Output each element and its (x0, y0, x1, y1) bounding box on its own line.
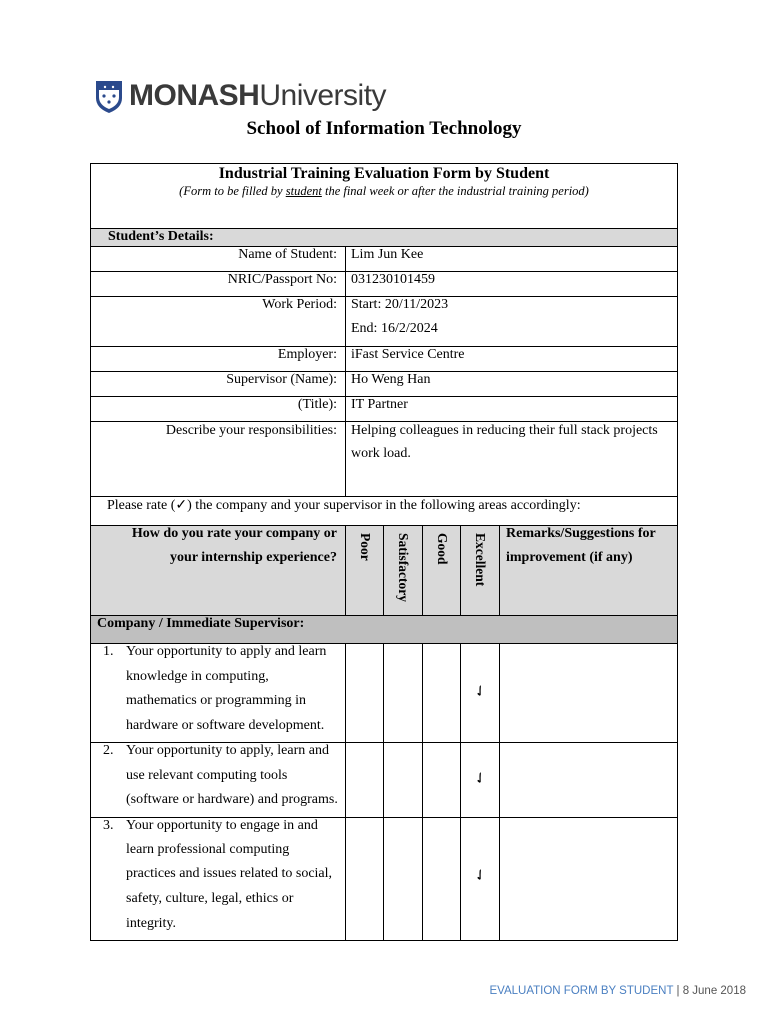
field-value-supervisor-name: Ho Weng Han (351, 372, 431, 387)
monash-crest-icon (93, 78, 125, 114)
item-text-line: mathematics or programming in (126, 693, 307, 708)
column-satisfactory: Satisfactory (396, 533, 411, 602)
field-value-responsibilities: Helping colleagues in reducing their full stack projects (351, 423, 658, 438)
form-title: Industrial Training Evaluation Form by Student (218, 165, 550, 182)
question-header-1: How do you rate your company or (131, 526, 337, 541)
col-divider (383, 525, 384, 615)
item-text-line: (software or hardware) and programs. (126, 792, 338, 807)
col-divider (460, 525, 461, 615)
col-divider (422, 643, 423, 940)
footer-separator: | (673, 985, 683, 997)
col-divider (499, 643, 500, 940)
column-excellent: Excellent (473, 533, 488, 587)
item-number: 2. (103, 743, 114, 758)
col-divider (460, 643, 461, 940)
checkmark-icon[interactable]: ✓ (469, 680, 491, 702)
item-number: 1. (103, 644, 114, 659)
item-text-line: Your opportunity to apply, learn and (126, 743, 329, 758)
field-label-work-period: Work Period: (262, 297, 337, 312)
page-footer (489, 985, 746, 997)
col-divider (499, 525, 500, 615)
footer-date: 8 June 2018 (682, 985, 746, 997)
column-poor: Poor (358, 533, 373, 561)
item-text-line: Your opportunity to apply and learn (126, 644, 327, 659)
item-number: 3. (103, 818, 114, 833)
remarks-header-1: Remarks/Suggestions for (506, 526, 656, 541)
student-details-heading: Student’s Details: (108, 229, 214, 244)
footer-title: EVALUATION FORM BY STUDENT (489, 985, 674, 997)
field-value-nric: 031230101459 (351, 272, 435, 287)
item-text-line: hardware or software development. (126, 718, 325, 733)
checkmark-icon[interactable]: ✓ (469, 864, 491, 886)
field-label-responsibilities: Describe your responsibilities: (165, 423, 337, 438)
field-label-supervisor-title: (Title): (297, 397, 337, 412)
col-divider (422, 525, 423, 615)
field-label-employer: Employer: (277, 347, 337, 362)
field-value-supervisor-title: IT Partner (351, 397, 408, 412)
item-text-line: practices and issues related to social, (126, 866, 333, 881)
item-text-line: safety, culture, legal, ethics or (126, 891, 294, 906)
section-company-supervisor: Company / Immediate Supervisor: (97, 616, 305, 631)
checkmark-icon[interactable]: ✓ (469, 767, 491, 789)
item-text-line: integrity. (126, 916, 177, 931)
col-divider (383, 643, 384, 940)
item-text-line: learn professional computing (126, 842, 290, 857)
form-subtitle: (Form to be filled by student the final week or after the industrial training period) (179, 184, 589, 198)
col-divider (345, 525, 346, 615)
item-text-line: knowledge in computing, (126, 669, 269, 684)
item-text-line: Your opportunity to engage in and (126, 818, 318, 833)
field-label-nric: NRIC/Passport No: (227, 272, 337, 287)
school-name: School of Information Technology (246, 118, 522, 139)
monash-logo (93, 78, 386, 114)
field-value-responsibilities-cont: work load. (351, 446, 411, 461)
item-text-line: use relevant computing tools (126, 768, 288, 783)
field-value-work-end: End: 16/2/2024 (351, 321, 438, 336)
column-good: Good (435, 533, 450, 565)
rating-instruction: Please rate (✓) the company and your supervisor in the following areas accordingly: (107, 498, 581, 513)
field-label-name: Name of Student: (238, 247, 337, 262)
remarks-header-2: improvement (if any) (506, 550, 633, 565)
col-divider (345, 643, 346, 940)
field-value-employer: iFast Service Centre (351, 347, 465, 362)
field-label-supervisor-name: Supervisor (Name): (226, 372, 337, 387)
field-value-work-start: Start: 20/11/2023 (351, 297, 449, 312)
logo-wordmark: MONASHUniversity (129, 79, 387, 112)
field-value-name: Lim Jun Kee (351, 247, 424, 262)
question-header-2: your internship experience? (170, 550, 337, 565)
